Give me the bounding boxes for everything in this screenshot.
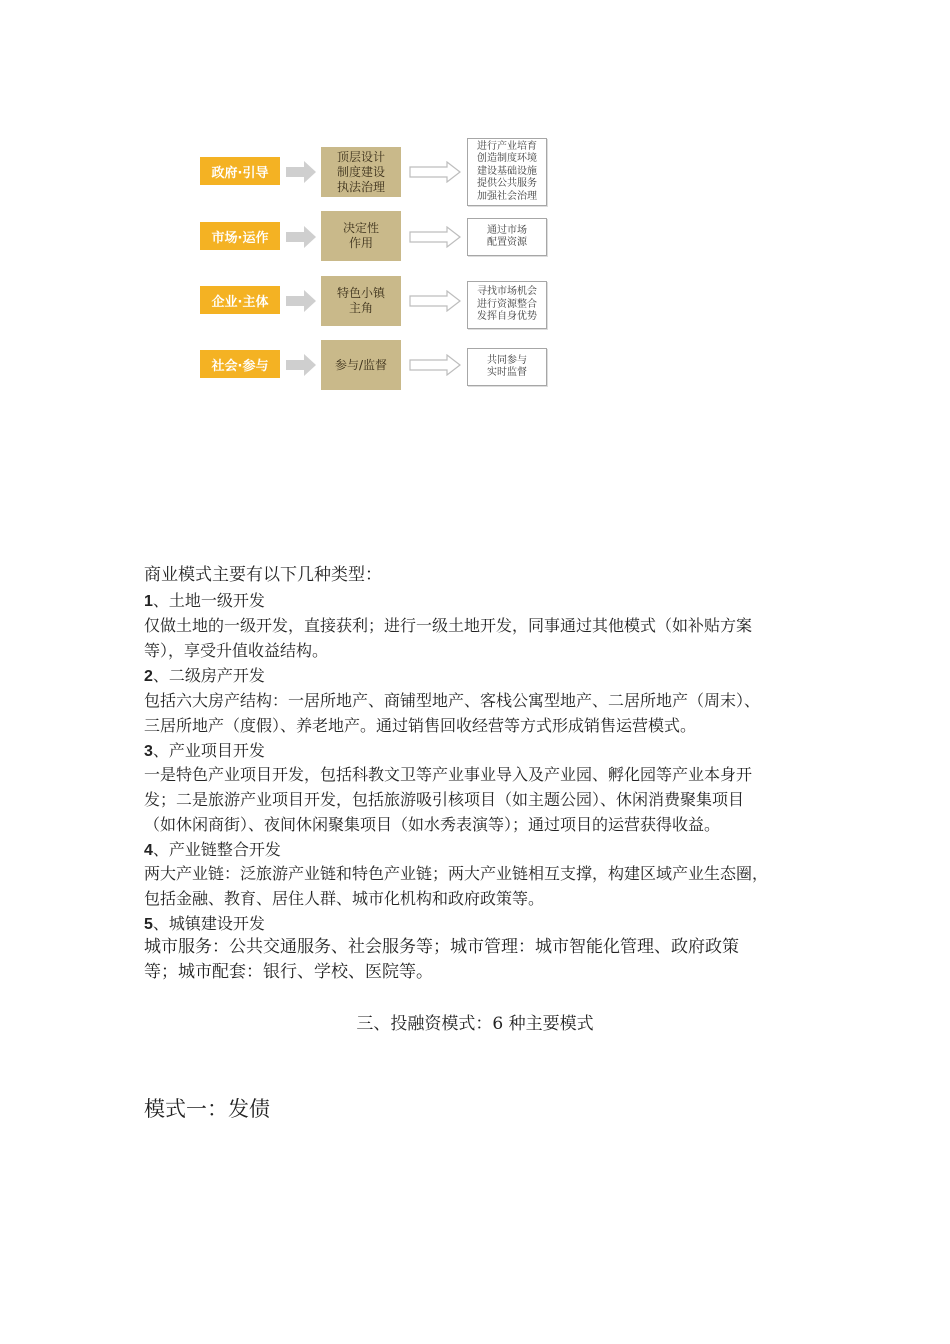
arrow-right-icon xyxy=(286,290,316,312)
outcome-line: 建设基础设施 xyxy=(477,165,537,177)
section-title: 三、投融资模式：6 种主要模式 xyxy=(356,1014,594,1034)
paragraph-line: 包括六大房产结构：一居所地产、商铺型地产、客栈公寓型地产、二居所地产（周末）、 xyxy=(144,691,761,710)
outcome-line: 发挥自身优势 xyxy=(477,311,537,323)
arrow-right-icon xyxy=(286,161,316,183)
paragraph-line: 等），享受升值收益结构。 xyxy=(144,641,329,660)
middle-line: 主角 xyxy=(348,301,373,315)
outcome-box-society xyxy=(467,348,547,386)
middle-line: 特色小镇 xyxy=(336,286,385,300)
role-box-society xyxy=(200,350,280,378)
item-paragraph-5 xyxy=(144,935,814,985)
outcome-box-enterprise xyxy=(467,281,547,329)
middle-line: 参与/监督 xyxy=(334,357,388,372)
outline-arrow-right-icon xyxy=(409,290,461,312)
item-paragraph-3 xyxy=(144,762,814,837)
item-title: 、产业项目开发 xyxy=(152,741,265,760)
outline-arrow-right-icon xyxy=(409,161,461,183)
item-title: 、二级房产开发 xyxy=(152,666,265,685)
item-heading-5 xyxy=(144,911,265,937)
outcome-line: 提供公共服务 xyxy=(477,178,537,190)
middle-box-society xyxy=(321,340,401,390)
paragraph-line: 等；城市配套：银行、学校、医院等。 xyxy=(144,962,433,982)
item-title: 、土地一级开发 xyxy=(152,591,265,610)
paragraph-line: 城市服务：公共交通服务、社会服务等；城市管理：城市智能化管理、政府政策 xyxy=(144,937,739,957)
outcome-box-market xyxy=(467,218,547,256)
outcome-line: 进行资源整合 xyxy=(477,298,537,310)
mode-title: 模式一：发债 xyxy=(144,1097,270,1121)
item-heading-1 xyxy=(144,588,265,614)
paragraph-line: 两大产业链：泛旅游产业链和特色产业链；两大产业链相互支撑，构建区域产业生态圈， xyxy=(144,864,769,883)
outcome-line: 寻找市场机会 xyxy=(477,286,537,298)
item-paragraph-2 xyxy=(144,688,814,738)
middle-line: 决定性 xyxy=(342,221,379,235)
middle-box-enterprise xyxy=(321,276,401,326)
outline-arrow-right-icon xyxy=(409,354,461,376)
middle-line: 执法治理 xyxy=(336,179,385,194)
item-number: 1 xyxy=(144,593,153,610)
item-heading-2 xyxy=(144,663,265,689)
outcome-line: 配置资源 xyxy=(487,237,527,248)
outcome-line: 通过市场 xyxy=(487,224,527,236)
item-heading-3 xyxy=(144,738,265,764)
middle-line: 制度建设 xyxy=(336,164,385,179)
arrow-right-icon xyxy=(286,226,316,248)
role-label: 企业·主体 xyxy=(211,294,269,310)
item-title: 、产业链整合开发 xyxy=(152,840,281,859)
role-box-government xyxy=(200,157,280,185)
role-label: 社会·参与 xyxy=(211,358,269,374)
item-title: 、城镇建设开发 xyxy=(152,914,265,933)
outcome-line: 共同参与 xyxy=(487,354,527,366)
outcome-line: 进行产业培育 xyxy=(477,140,537,152)
role-label: 市场·运作 xyxy=(211,230,269,246)
item-paragraph-1 xyxy=(144,613,814,663)
middle-line: 作用 xyxy=(348,236,373,250)
item-number: 3 xyxy=(144,743,153,760)
item-number: 5 xyxy=(144,916,153,933)
paragraph-line: 包括金融、教育、居住人群、城市化机构和政府政策等。 xyxy=(144,889,545,908)
governance-diagram xyxy=(0,0,950,400)
outline-arrow-right-icon xyxy=(409,226,461,248)
outcome-line: 实时监督 xyxy=(487,367,527,378)
paragraph-line: 发；二是旅游产业项目开发，包括旅游吸引核项目（如主题公园）、休闲消费聚集项目 xyxy=(144,790,745,809)
item-number: 2 xyxy=(144,668,153,685)
item-number: 4 xyxy=(144,842,153,859)
intro-text: 商业模式主要有以下几种类型： xyxy=(144,565,382,585)
role-box-enterprise xyxy=(200,286,280,314)
role-box-market xyxy=(200,222,280,250)
middle-line: 顶层设计 xyxy=(336,149,385,164)
paragraph-line: （如休闲商街）、夜间休闲聚集项目（如水秀表演等）；通过项目的运营获得收益。 xyxy=(144,815,721,834)
outcome-line: 创造制度环境 xyxy=(477,153,537,165)
outcome-box-government xyxy=(467,138,547,206)
role-label: 政府·引导 xyxy=(211,165,269,181)
middle-box-market xyxy=(321,211,401,261)
item-heading-4 xyxy=(144,837,281,863)
middle-box-government xyxy=(321,147,401,197)
paragraph-line: 三居所地产（度假）、养老地产。通过销售回收经营等方式形成销售运营模式。 xyxy=(144,716,697,735)
paragraph-line: 仅做土地的一级开发，直接获利；进行一级土地开发，同事通过其他模式（如补贴方案 xyxy=(144,616,753,635)
arrow-right-icon xyxy=(286,354,316,376)
outcome-line: 加强社会治理 xyxy=(477,190,537,202)
paragraph-line: 一是特色产业项目开发，包括科教文卫等产业事业导入及产业园、孵化园等产业本身开 xyxy=(144,765,753,784)
item-paragraph-4 xyxy=(144,861,814,911)
